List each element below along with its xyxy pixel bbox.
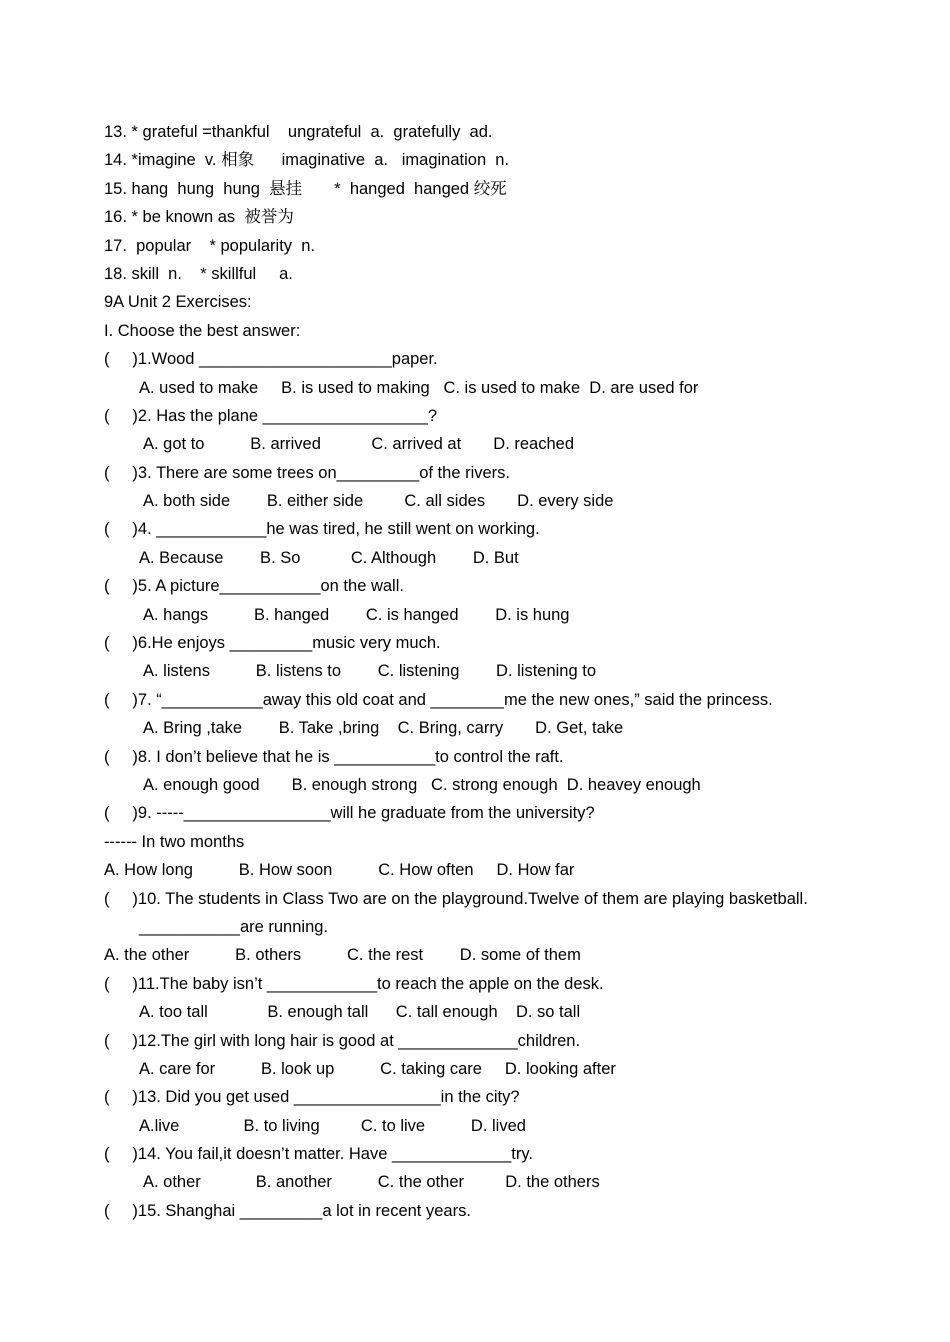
question-9-options: A. How long B. How soon C. How often D. How far [104,861,575,880]
vocab-line-16: 16. * be known as 被誉为 [104,208,294,227]
question-9-stem: ( )9. -----________________will he graduate from the university? [104,804,595,823]
question-8-stem: ( )8. I don’t believe that he is ___________to control the raft. [104,747,564,766]
question-10-options: A. the other B. others C. the rest D. some of them [104,946,581,965]
question-3-options: A. both side B. either side C. all sides D. every side [143,492,614,511]
question-13-stem: ( )13. Did you get used ________________in the city? [104,1088,520,1107]
vocab-line-14: 14. *imagine v. 相象 imaginative a. imagination n. [104,151,510,170]
question-14-stem: ( )14. You fail,it doesn’t matter. Have _____________try. [104,1145,533,1164]
question-2-options: A. got to B. arrived C. arrived at D. reached [143,435,574,454]
question-3-stem: ( )3. There are some trees on_________of the rivers. [104,463,510,482]
vocab-line-13: 13. * grateful =thankful ungrateful a. gratefully ad. [104,123,493,141]
question-12-stem: ( )12.The girl with long hair is good at _____________children. [104,1031,581,1050]
question-5-options: A. hangs B. hanged C. is hanged D. is hung [143,605,570,624]
question-1-options: A. used to make B. is used to making C. is used to make D. are used for [139,378,699,397]
vocab-line-18: 18. skill n. * skillful a. [104,264,293,283]
question-5-stem: ( )5. A picture___________on the wall. [104,577,404,596]
question-10-stem: ( )10. The students in Class Two are on the playground.Twelve of them are playing basketball. [104,889,808,908]
question-6-options: A. listens B. listens to C. listening D. listening to [143,662,597,681]
section-title: 9A Unit 2 Exercises: [104,293,252,312]
question-15-stem: ( )15. Shanghai _________a lot in recent years. [104,1201,471,1220]
question-14-options: A. other B. another C. the other D. the others [143,1173,600,1192]
question-2-stem: ( )2. Has the plane __________________? [104,406,438,425]
question-9-reply: ------ In two months [104,832,245,851]
vocab-line-17: 17. popular * popularity n. [104,236,315,255]
question-8-options: A. enough good B. enough strong C. strong enough D. heavey enough [143,775,701,794]
part-title: I. Choose the best answer: [104,321,301,340]
question-10-stem-continued: ___________are running. [139,917,329,936]
question-1-stem: ( )1.Wood _____________________paper. [104,350,438,369]
question-4-options: A. Because B. So C. Although D. But [139,548,519,567]
question-12-options: A. care for B. look up C. taking care D. looking after [139,1059,616,1078]
question-4-stem: ( )4. ____________he was tired, he still went on working. [104,520,540,539]
question-11-stem: ( )11.The baby isn’t ____________to reach the apple on the desk. [104,974,604,993]
question-13-options: A.live B. to living C. to live D. lived [139,1116,526,1135]
question-11-options: A. too tall B. enough tall C. tall enough D. so tall [139,1003,581,1022]
question-7-stem: ( )7. “___________away this old coat and ________me the new ones,” said the princess. [104,690,773,709]
vocab-line-15: 15. hang hung hung 悬挂 * hanged hanged 绞死 [104,179,507,198]
document-body [104,118,864,1225]
question-7-options: A. Bring ,take B. Take ,bring C. Bring, carry D. Get, take [143,719,624,738]
question-6-stem: ( )6.He enjoys _________music very much. [104,634,441,653]
